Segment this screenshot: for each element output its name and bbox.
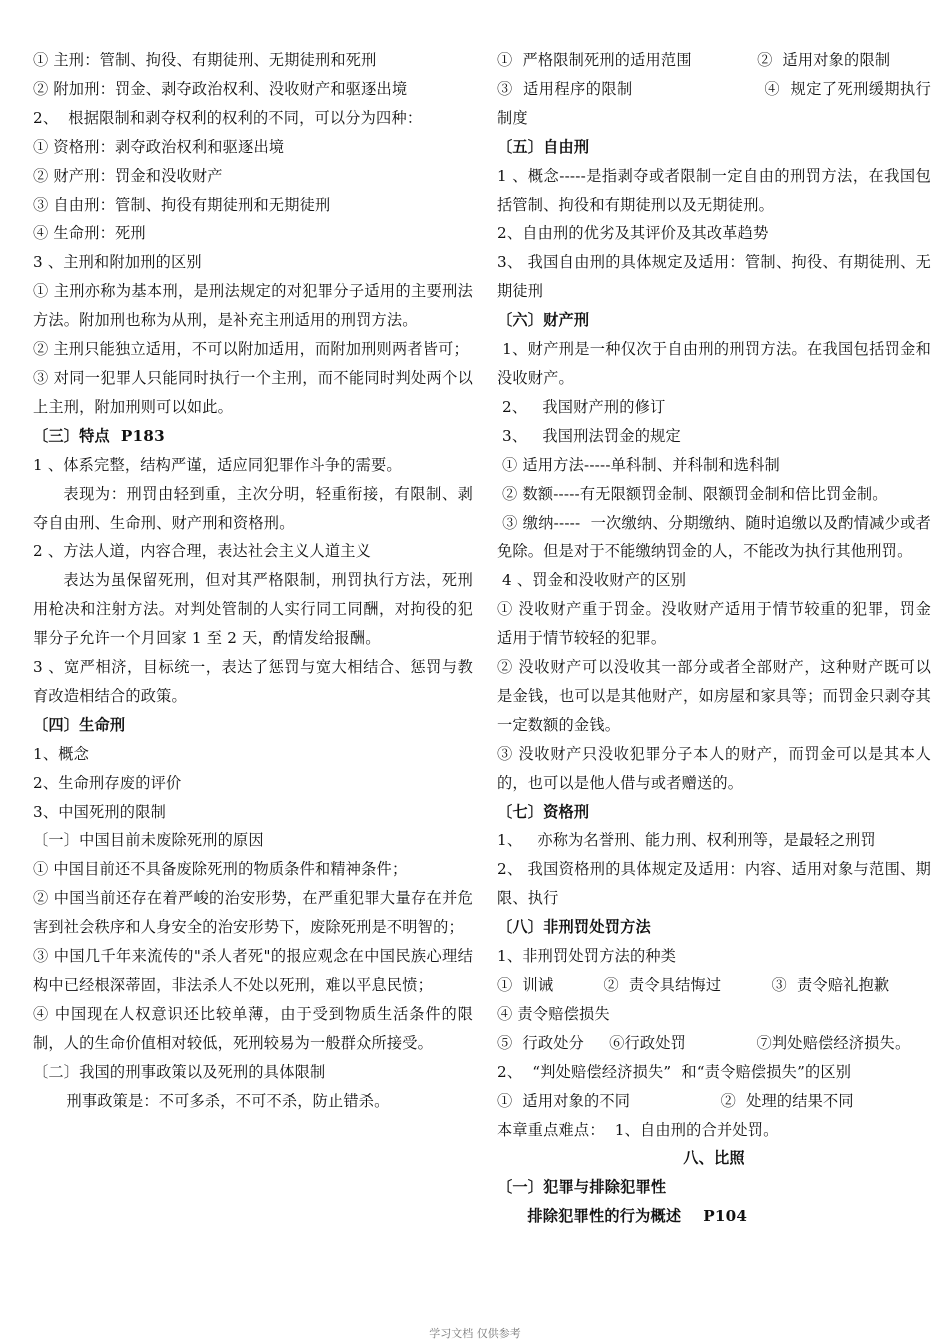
text-line: 本章重点难点： 1、自由刑的合并处罚。 <box>497 1120 779 1139</box>
text-line: ⑤ 行政处分 ⑥行政处罚 ⑦判处赔偿经济损失。 <box>497 1033 911 1052</box>
text-line: 3、 我国自由刑的具体规定及适用：管制、拘役、有期徒刑、无期徒刑 <box>497 253 931 301</box>
section-heading: 〔七〕资格刑 <box>497 802 590 821</box>
section-heading: 〔一〕犯罪与排除犯罪性 <box>497 1178 667 1197</box>
text-line: ④ 中国现在人权意识还比较单薄，由于受到物质生活条件的限制，人的生命价值相对较低，死刑较易为一般群众所接受。 <box>33 1004 473 1052</box>
text-line: 刑事政策是：不可多杀，不可不杀，防止错杀。 <box>66 1091 390 1110</box>
right-column <box>497 46 931 1231</box>
text-line: ④ 生命刑：死刑 <box>33 224 146 243</box>
text-line: ③ 缴纳----- 一次缴纳、分期缴纳、随时追缴以及酌情减少或者免除。但是对于不能缴纳罚金的人，不能改为执行其他刑罚。 <box>497 513 931 561</box>
text-line: ① 主刑亦称为基本刑，是刑法规定的对犯罪分子适用的主要刑法方法。附加刑也称为从刑，是补充主刑适用的刑罚方法。 <box>33 282 473 330</box>
text-line: 3 、宽严相济，目标统一，表达了惩罚与宽大相结合、惩罚与教育改造相结合的政策。 <box>33 658 473 705</box>
text-line: ① 中国目前还不具备废除死刑的物质条件和精神条件； <box>33 860 408 879</box>
text-line: 表现为：刑罚由轻到重，主次分明，轻重衔接，有限制、剥夺自由刑、生命刑、财产刑和资格刑。 <box>33 484 473 532</box>
text-line: 〔二〕我国的刑事政策以及死刑的具体限制 <box>33 1062 326 1081</box>
text-line: 1 、概念-----是指剥夺或者限制一定自由的刑罚方法，在我国包括管制、拘役和有期徒刑以及无期徒刑。 <box>497 166 931 214</box>
text-line: ② 中国当前还存在着严峻的治安形势，在严重犯罪大量存在并危害到社会秩序和人身安全的治安形势下，废除死刑是不明智的； <box>33 889 473 937</box>
page-footer: 学习文档 仅供参考 <box>429 1327 521 1340</box>
text-line: 1 、体系完整，结构严谨，适应同犯罪作斗争的需要。 <box>33 455 402 474</box>
text-line: ② 财产刑：罚金和没收财产 <box>33 166 223 185</box>
text-line: ② 附加刑：罚金、剥夺政治权利、没收财产和驱逐出境 <box>33 79 408 98</box>
section-heading: 〔五〕自由刑 <box>497 137 590 156</box>
section-heading: 〔六〕财产刑 <box>497 311 590 330</box>
text-line: ① 训诫 ② 责令具结悔过 ③ 责令赔礼抱歉 <box>497 976 890 994</box>
text-line: ① 适用方法-----单科制、并科制和选科制 <box>497 455 780 474</box>
text-line: 2、 “判处赔偿经济损失” 和“责令赔偿损失”的区别 <box>497 1062 852 1081</box>
text-line: 1、非刑罚处罚方法的种类 <box>497 947 677 966</box>
text-line: ① 严格限制死刑的适用范围 ② 适用对象的限制 <box>497 51 891 69</box>
text-line: ① 资格刑：剥夺政治权利和驱逐出境 <box>33 137 285 156</box>
text-line: ② 主刑只能独立适用，不可以附加适用，而附加刑则两者皆可； <box>33 340 469 359</box>
text-line: 2、 我国资格刑的具体规定及适用：内容、适用对象与范围、期限、执行 <box>497 860 931 908</box>
text-line: 2、 我国财产刑的修订 <box>497 397 666 416</box>
text-line: ③ 中国几千年来流传的"杀人者死"的报应观念在中国民族心理结构中已经根深蒂固，非法杀人不处以死刑，难以平息民愤； <box>33 947 473 994</box>
text-line: 4 、罚金和没收财产的区别 <box>497 571 687 590</box>
text-line: ① 没收财产重于罚金。没收财产适用于情节较重的犯罪，罚金适用于情节较轻的犯罪。 <box>497 600 931 648</box>
text-line: ③ 没收财产只没收犯罪分子本人的财产，而罚金可以是其本人的，也可以是他人借与或者赠送的。 <box>497 744 931 792</box>
text-line: ① 适用对象的不同 ② 处理的结果不同 <box>497 1091 854 1110</box>
left-column <box>33 46 473 1116</box>
text-line: 2、生命刑存废的评价 <box>33 773 182 792</box>
text-line: ② 数额-----有无限额罚金制、限额罚金制和倍比罚金制。 <box>497 484 888 503</box>
text-line: 2、 根据限制和剥夺权利的权利的不同，可以分为四种： <box>33 108 423 127</box>
text-line: 3 、主刑和附加刑的区别 <box>33 253 202 272</box>
text-line: 2 、方法人道，内容合理，表达社会主义人道主义 <box>33 542 372 561</box>
section-heading: 八、比照 <box>683 1149 745 1168</box>
section-heading: 〔三〕特点 P183 <box>33 426 165 445</box>
text-line: ① 主刑：管制、拘役、有期徒刑、无期徒刑和死刑 <box>33 51 377 69</box>
text-line: 〔一〕中国目前未废除死刑的原因 <box>33 831 264 850</box>
text-line: ② 没收财产可以没收其一部分或者全部财产，这种财产既可以是金钱，也可以是其他财产，如房屋和家具等；而罚金只剥夺其一定数额的金钱。 <box>497 658 931 734</box>
text-line: 表达为虽保留死刑，但对其严格限制，刑罚执行方法，死刑用枪决和注射方法。对判处管制的人实行同工同酬，对拘役的犯罪分子允许一个月回家 1 至 2 天，酌情发给报酬。 <box>33 571 473 648</box>
text-line: ④ 责令赔偿损失 <box>497 1004 610 1023</box>
section-heading: 排除犯罪性的行为概述 P104 <box>527 1207 748 1226</box>
text-line: ③ 对同一犯罪人只能同时执行一个主刑，而不能同时判处两个以上主刑，附加刑则可以如此。 <box>33 368 473 416</box>
text-line: 3、 我国刑法罚金的规定 <box>497 426 681 445</box>
text-line: 1、财产刑是一种仅次于自由刑的刑罚方法。在我国包括罚金和没收财产。 <box>497 340 932 387</box>
text-line: ③ 适用程序的限制 ④ 规定了死刑缓期执行制度 <box>497 79 931 127</box>
section-heading: 〔八〕非刑罚处罚方法 <box>497 918 651 937</box>
text-line: 1、概念 <box>33 744 90 763</box>
section-heading: 〔四〕生命刑 <box>33 715 126 734</box>
text-line: 1、 亦称为名誉刑、能力刑、权利刑等，是最轻之刑罚 <box>497 831 876 850</box>
text-line: ③ 自由刑：管制、拘役有期徒刑和无期徒刑 <box>33 195 331 214</box>
text-line: 2、自由刑的优劣及其评价及其改革趋势 <box>497 224 769 243</box>
text-line: 3、中国死刑的限制 <box>33 802 166 821</box>
